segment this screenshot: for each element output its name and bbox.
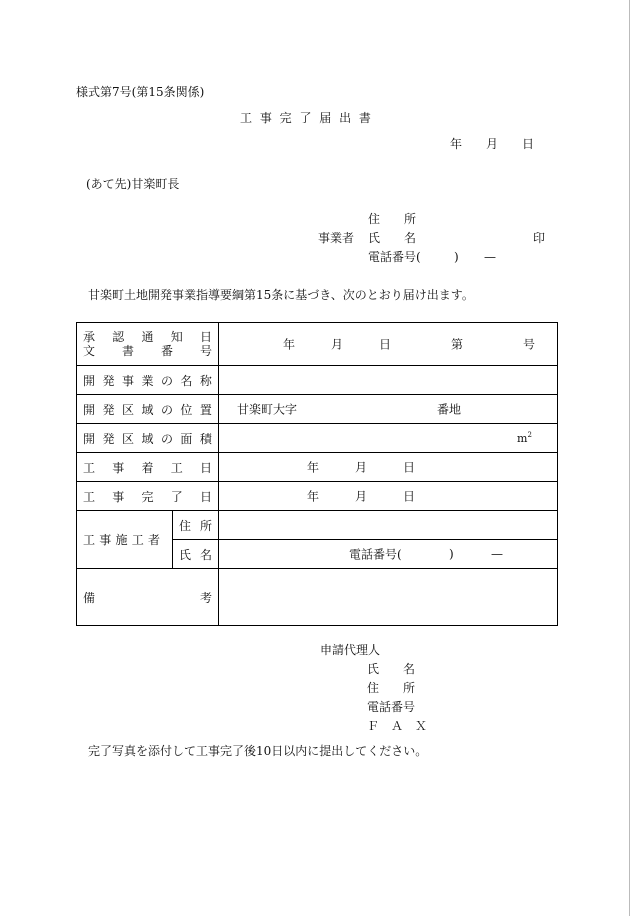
- date-day-label: 日: [522, 137, 535, 151]
- addressee: (あて先)甘楽町長: [86, 177, 180, 191]
- contractor-name-field[interactable]: [219, 540, 558, 569]
- approval-day: 日: [379, 337, 392, 352]
- area-unit: $m^2$: [517, 431, 532, 445]
- remarks-row: [77, 569, 558, 626]
- date-month-label: 月: [486, 137, 499, 151]
- approval-year: 年: [283, 337, 296, 352]
- location-label: 開 発 区 域 の 位 置: [77, 395, 219, 424]
- contractor-name-label: 氏 名: [173, 540, 219, 569]
- completion-date-field[interactable]: [219, 482, 558, 511]
- agent-phone-label: 電話番号: [367, 700, 416, 714]
- start-date-label: 工 事 着 工 日: [77, 453, 219, 482]
- applicant-group-label: 事業者: [318, 231, 355, 245]
- completion-date-row: [77, 482, 558, 511]
- form-number: 様式第7号(第15条関係): [76, 85, 205, 99]
- location-banchi: 番地: [437, 402, 462, 417]
- completion-year: 年: [307, 489, 320, 504]
- area-field[interactable]: [219, 424, 558, 453]
- project-name-label: 開 発 事 業 の 名 称: [77, 366, 219, 395]
- intro-text: 甘楽町土地開発事業指導要綱第15条に基づき、次のとおり届け出ます。: [88, 288, 474, 302]
- applicant-name-label: 氏 名: [368, 231, 417, 245]
- agent-fax-label: Ｆ Ａ Ｘ: [367, 719, 428, 733]
- approval-dai: 第: [451, 337, 464, 352]
- agent-title: 申請代理人: [320, 643, 381, 657]
- approval-month: 月: [331, 337, 344, 352]
- area-label: 開 発 区 域 の 面 積: [77, 424, 219, 453]
- document-title: 工 事 完 了 届 出 書: [240, 111, 373, 125]
- start-date-row: [77, 453, 558, 482]
- contractor-phone-dash: —: [491, 547, 503, 561]
- approval-label-line2: 文 書 番 号: [83, 344, 212, 358]
- approval-value-cell[interactable]: [219, 323, 558, 366]
- applicant-phone-close: ): [454, 250, 459, 264]
- form-table: [76, 322, 558, 626]
- approval-label-line1: 承 認 通 知 日: [83, 330, 212, 344]
- applicant-address-label: 住 所: [368, 212, 417, 226]
- applicant-phone-dash: —: [484, 250, 496, 264]
- agent-name-label: 氏 名: [367, 662, 416, 676]
- project-name-row: [77, 366, 558, 395]
- project-name-field[interactable]: [219, 366, 558, 395]
- location-prefix: 甘楽町大字: [237, 402, 298, 417]
- approval-label: [77, 323, 219, 366]
- start-year: 年: [307, 460, 320, 475]
- start-day: 日: [403, 460, 416, 475]
- agent-address-label: 住 所: [367, 681, 416, 695]
- contractor-address-field[interactable]: [219, 511, 558, 540]
- contractor-label: 工 事 施 工 者: [77, 511, 173, 569]
- remarks-label: 備 考: [77, 569, 219, 626]
- applicant-phone-label: 電話番号(: [368, 250, 421, 264]
- location-field[interactable]: [219, 395, 558, 424]
- start-month: 月: [355, 460, 368, 475]
- start-date-field[interactable]: [219, 453, 558, 482]
- completion-date-label: 工 事 完 了 日: [77, 482, 219, 511]
- area-row: [77, 424, 558, 453]
- location-row: [77, 395, 558, 424]
- contractor-address-label: 住 所: [173, 511, 219, 540]
- completion-month: 月: [355, 489, 368, 504]
- seal-mark: 印: [533, 231, 546, 245]
- approval-go: 号: [523, 337, 536, 352]
- footer-note: 完了写真を添付して工事完了後10日以内に提出してください。: [88, 744, 428, 758]
- completion-day: 日: [403, 489, 416, 504]
- approval-row: [77, 323, 558, 366]
- date-year-label: 年: [450, 137, 463, 151]
- contractor-phone-label: 電話番号(: [349, 547, 402, 562]
- remarks-field[interactable]: [219, 569, 558, 626]
- contractor-phone-close: ): [449, 547, 454, 561]
- contractor-address-row: [77, 511, 558, 540]
